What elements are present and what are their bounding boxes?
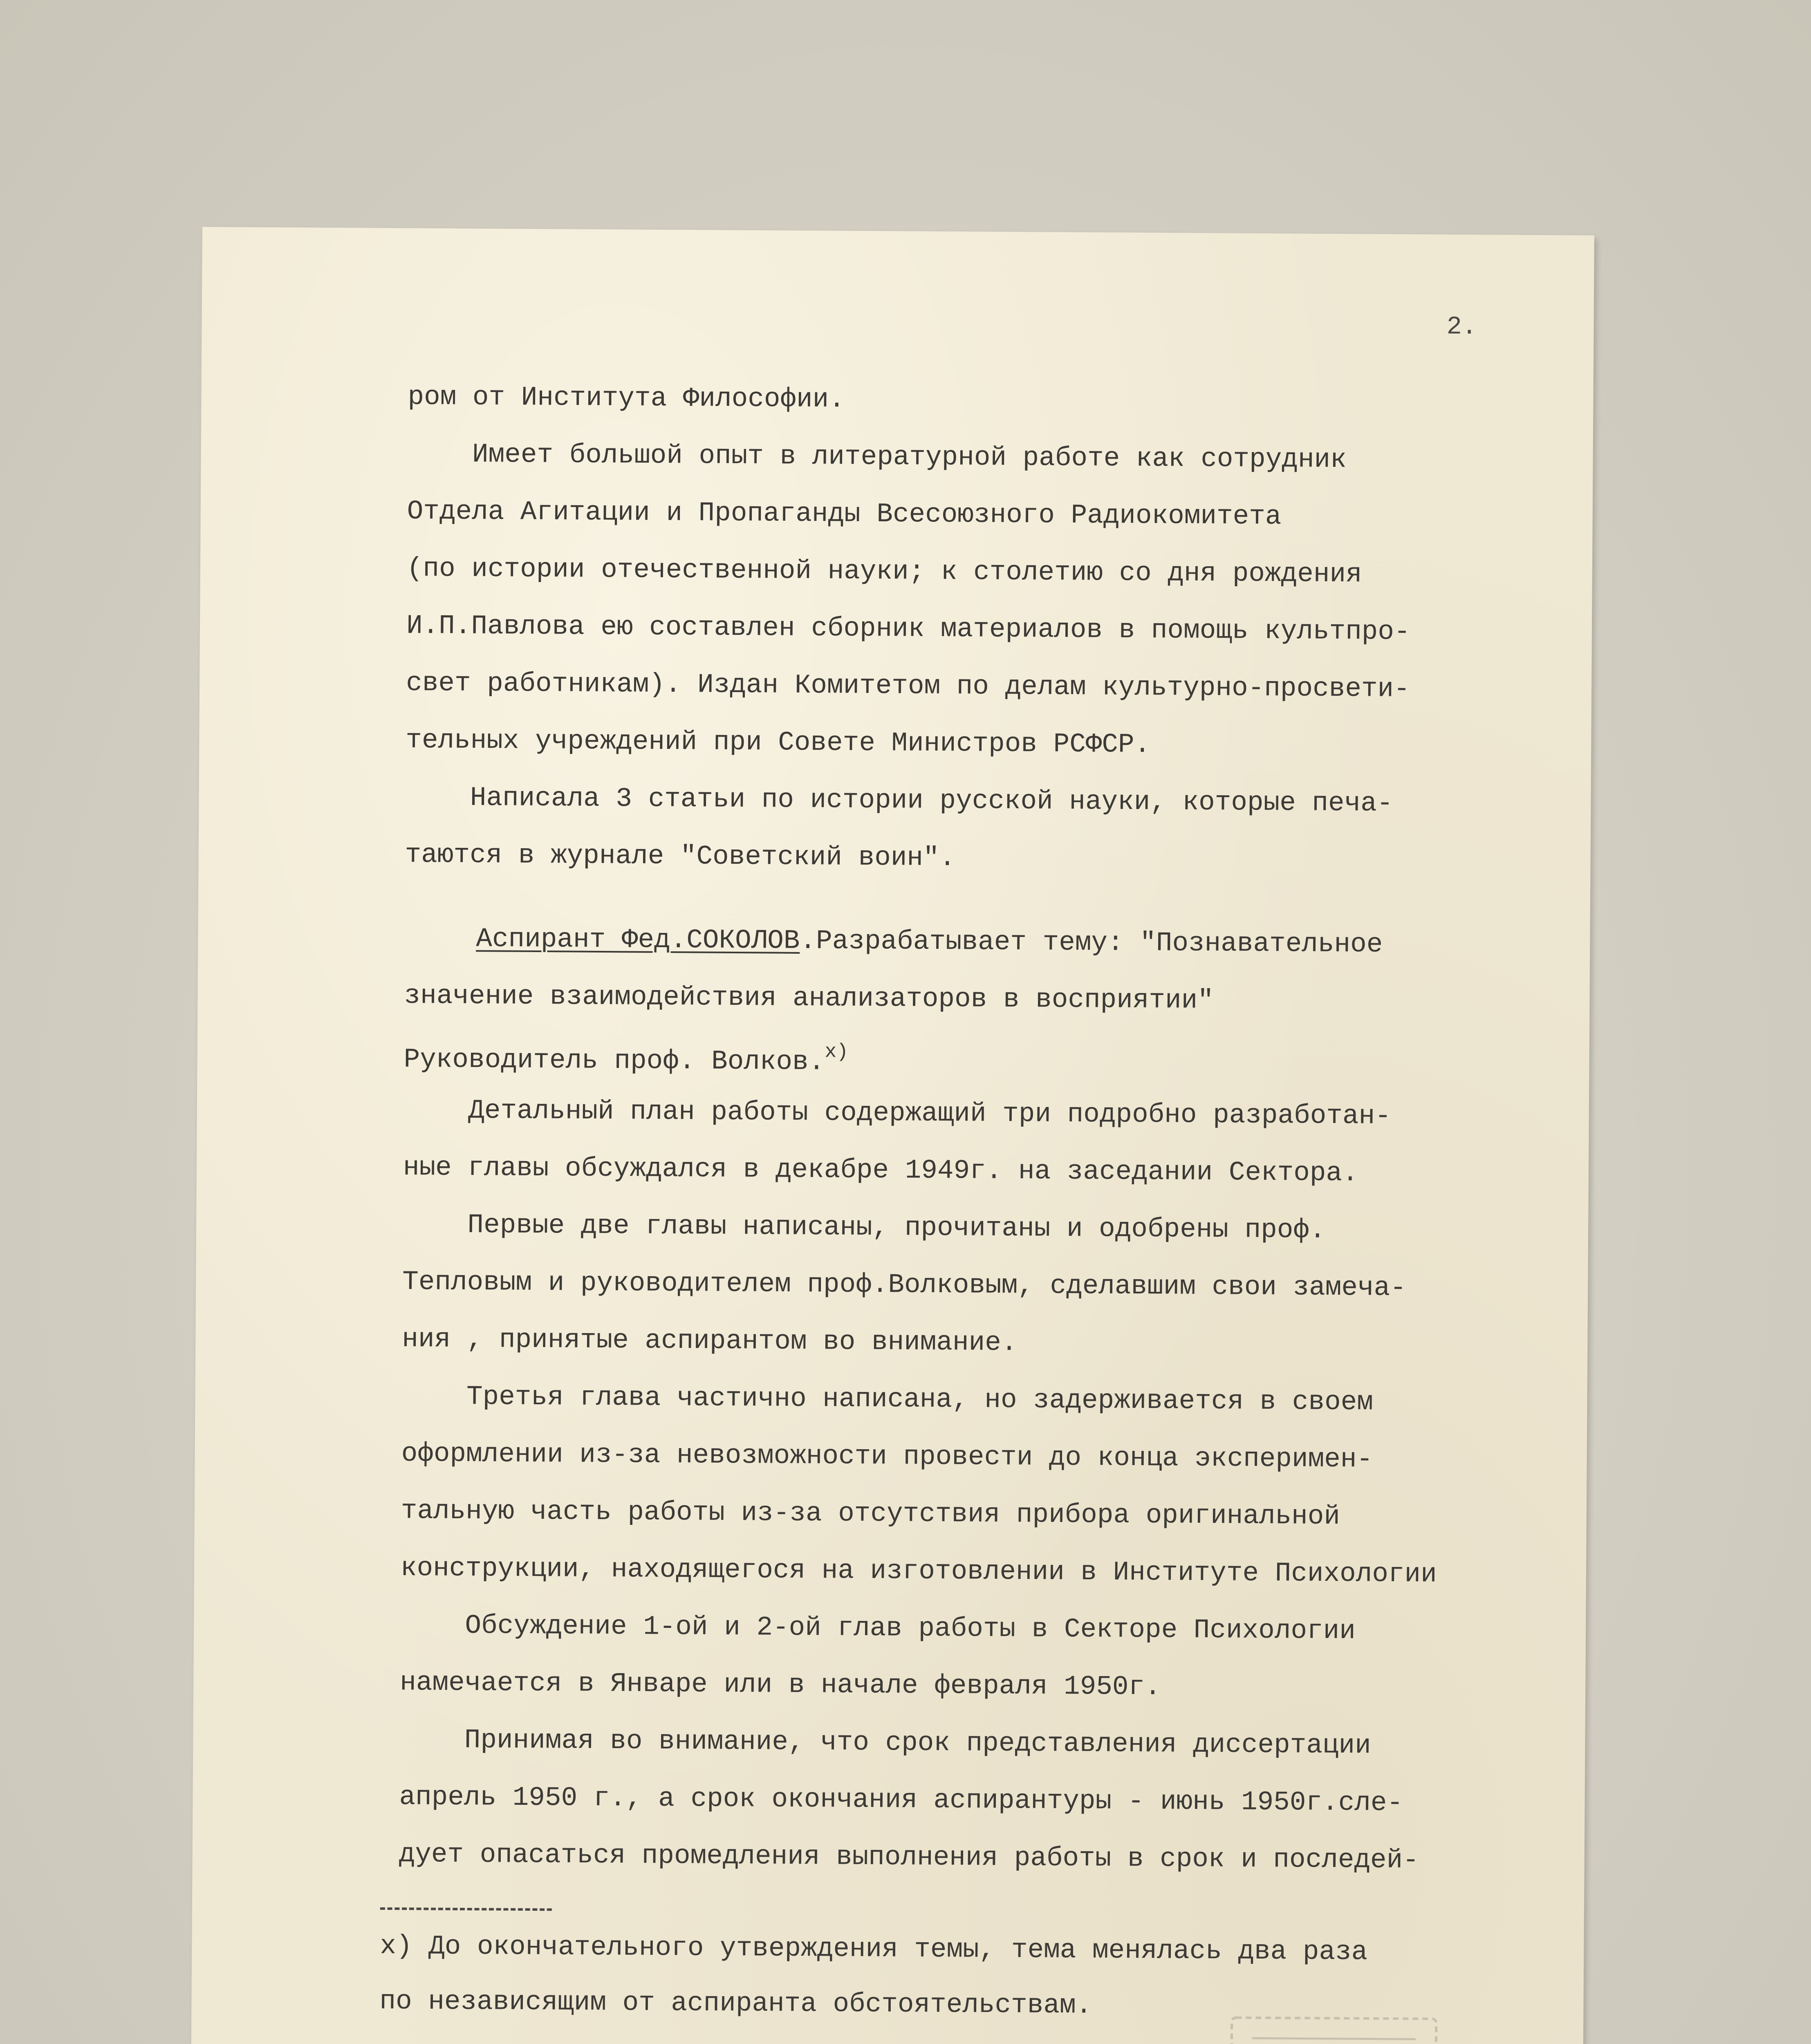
footnote-line: x) До окончательного утверждения темы, тема менялась два раза — [380, 1930, 1368, 1968]
aspirant-name: Аспирант Фед.СОКОЛОВ — [476, 923, 800, 956]
aspirant-heading — [476, 923, 1383, 960]
text-line: намечается в Январе или в начале февраля 1950г. — [400, 1667, 1161, 1703]
text-line: Третья глава частично написана, но задерживается в своем — [401, 1381, 1374, 1418]
text-line: Принимая во внимание, что срок представления диссертации — [399, 1724, 1371, 1761]
text-line: значение взаимодействия анализаторов в восприятии" — [404, 980, 1214, 1016]
text-line: Детальный план работы содержащий три подробно разработан- — [403, 1095, 1391, 1132]
text-line: тальную часть работы из-за отсутствия прибора оригинальной — [401, 1495, 1340, 1532]
text-line: ные главы обсуждался в декабре 1949г. на заседании Сектора. — [403, 1152, 1358, 1189]
text-line: ром от Института Философии. — [408, 381, 845, 415]
footnote-line: по независящим от аспиранта обстоятельствам. — [379, 1986, 1092, 2021]
text-line: Первые две главы написаны, прочитаны и одобрены проф. — [402, 1209, 1326, 1246]
text-line: ния , принятые аспирантом во внимание. — [402, 1324, 1018, 1358]
text-line: Обсуждение 1-ой и 2-ой глав работы в Секторе Психологии — [400, 1610, 1356, 1647]
text-line: Имеет большой опыт в литературной работе как сотрудник — [407, 439, 1347, 475]
page-number: 2. — [1446, 312, 1477, 342]
supervisor-text: Руководитель проф. Волков. — [403, 1044, 825, 1078]
document-page — [191, 227, 1594, 2044]
text-line: Тепловым и руководителем проф.Волковым, сделавшим свои замеча- — [402, 1266, 1407, 1304]
text-line: таются в журнале "Советский воин". — [405, 839, 956, 874]
text-line: конструкции, находящегося на изготовлении в Институте Психологии — [400, 1553, 1437, 1590]
archive-stamp — [1223, 2009, 1444, 2044]
text-line: оформлении из-за невозможности провести до конца эксперимен- — [401, 1438, 1373, 1475]
supervisor-line — [403, 1040, 848, 1076]
text-line: Написала 3 статьи по истории русской науки, которые печа- — [405, 782, 1393, 819]
text-line: свет работникам). Издан Комитетом по делам культурно-просвети- — [406, 668, 1410, 705]
text-line: (по истории отечественной науки; к столетию со дня рождения — [406, 553, 1362, 590]
aspirant-topic: .Разрабатывает тему: "Познавательное — [800, 925, 1383, 960]
text-line: Отдела Агитации и Пропаганды Всесоюзного Радиокомитета — [407, 496, 1282, 532]
text-line: И.П.Павлова ею составлен сборник материалов в помощь культпро- — [406, 610, 1410, 648]
text-line: тельных учреждений при Совете Министров РСФСР. — [406, 725, 1151, 760]
footnote-separator — [380, 1907, 552, 1911]
footnote-mark: x) — [825, 1041, 849, 1063]
text-line: апрель 1950 г., а срок окончания аспирантуры - июнь 1950г.сле- — [399, 1782, 1403, 1819]
text-line: дует опасаться промедления выполнения работы в срок и последей- — [399, 1839, 1419, 1876]
